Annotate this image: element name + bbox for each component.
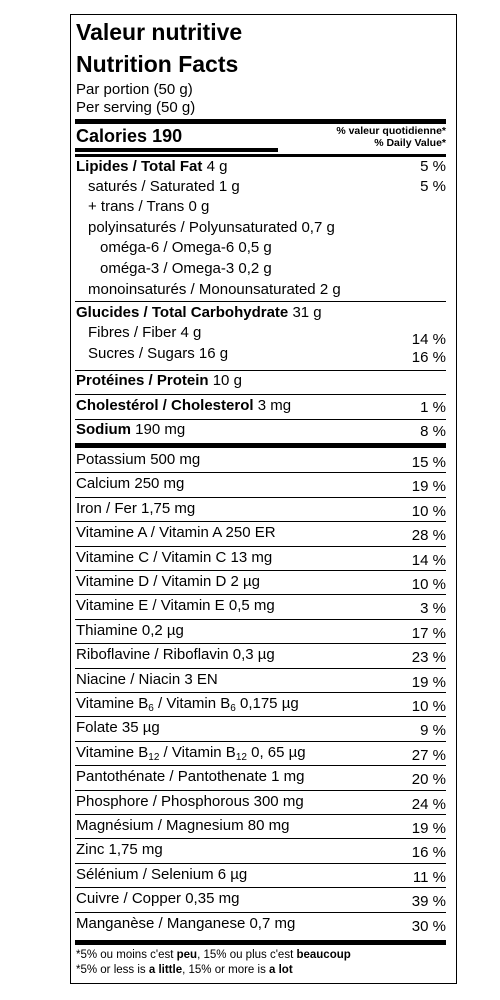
nutrient-name: Riboflavine / Riboflavin 0,3 µg	[76, 646, 275, 664]
nutrient-amount: 3 EN	[184, 670, 218, 688]
nutrient-amount: 500 mg	[150, 451, 201, 468]
nutrient-name: Manganèse / Manganese 0,7 mg	[76, 914, 296, 932]
thick-divider	[75, 119, 446, 124]
nutrient-row-monounsaturated: monoinsaturés / Monounsaturated 2 g	[88, 281, 341, 298]
nutrient-row-vitamin-mineral	[75, 766, 446, 788]
nutrient-row-vitamin-mineral	[75, 913, 446, 935]
daily-value-header	[336, 125, 446, 149]
percent-daily-value: 39 %	[411, 893, 446, 911]
nutrient-name: Calcium 250 mg	[76, 475, 185, 493]
nutrient-amount: 2 µg	[230, 573, 261, 590]
nutrient-amount: 250 ER	[225, 524, 276, 542]
nutrient-amount: 0, 65 µg	[251, 743, 306, 761]
serving-size-french: Par portion (50 g)	[76, 81, 193, 98]
nutrient-row-vitamin-mineral	[75, 522, 446, 544]
percent-daily-value: 10 %	[411, 576, 446, 593]
nutrient-amount: 1,75 mg	[141, 499, 196, 517]
nutrient-row-sodium: Sodium 190 mg 8 %	[76, 421, 446, 440]
nutrient-row-carbohydrate: Glucides / Total Carbohydrate 31 g	[76, 304, 322, 321]
nutrient-row-vitamin-mineral	[75, 815, 446, 837]
nutrient-amount: 6 µg	[217, 865, 248, 883]
footnote-french: *5% ou moins c'est peu, 15% ou plus c'est beaucoup	[76, 949, 351, 961]
thick-divider	[75, 940, 446, 945]
nutrient-row-total-fat: Lipides / Total Fat 4 g 5 %	[76, 158, 446, 175]
nutrient-amount: 80 mg	[247, 817, 290, 834]
nutrient-row-vitamin-mineral	[75, 595, 446, 617]
nutrient-amount: 0,7 mg	[249, 914, 296, 932]
footnote-english: *5% or less is a little, 15% or more is a lot	[76, 964, 293, 976]
percent-daily-value: 20 %	[411, 771, 446, 789]
percent-daily-value: 16 %	[411, 844, 446, 862]
nutrient-name: Sélénium / Selenium 6 µg	[76, 865, 248, 883]
nutrient-amount: 13 mg	[230, 548, 273, 566]
nutrient-row-vitamin-mineral	[75, 717, 446, 739]
nutrient-name: Vitamine A / Vitamin A 250 ER	[76, 524, 276, 542]
nutrient-row-trans: + trans / Trans 0 g	[88, 198, 210, 215]
nutrient-row-saturated: saturés / Saturated 1 g 5 %	[88, 178, 446, 195]
nutrient-name: Vitamine E / Vitamin E 0,5 mg	[76, 597, 275, 615]
nutrient-amount: 35 µg	[121, 719, 160, 737]
calories-label: Calories	[76, 126, 148, 146]
nutrient-name: Potassium 500 mg	[76, 451, 201, 468]
percent-daily-value: 10 %	[411, 698, 446, 715]
nutrient-row-vitamin-mineral	[75, 620, 446, 642]
nutrient-row-vitamin-mineral	[75, 864, 446, 886]
percent-daily-value: 30 %	[411, 917, 446, 935]
nutrient-name: Magnésium / Magnesium 80 mg	[76, 817, 290, 834]
nutrient-name: Zinc 1,75 mg	[76, 841, 163, 859]
nutrient-row-cholesterol: Cholestérol / Cholesterol 3 mg 1 %	[76, 397, 446, 416]
nutrient-row-omega6: oméga-6 / Omega-6 0,5 g	[100, 239, 272, 256]
nutrient-row-vitamin-mineral	[75, 742, 446, 764]
percent-daily-value: 15 %	[411, 454, 446, 471]
percent-daily-value: 19 %	[411, 820, 446, 837]
nutrient-row-vitamin-mineral	[75, 888, 446, 910]
nutrient-name: Vitamine D / Vitamin D 2 µg	[76, 573, 261, 590]
nutrient-name: Thiamine 0,2 µg	[76, 621, 184, 639]
nutrient-row-vitamin-mineral	[75, 498, 446, 520]
nutrient-amount: 1,75 mg	[108, 841, 163, 859]
nutrient-amount: 0,3 µg	[232, 646, 275, 664]
nutrient-row-vitamin-mineral	[75, 669, 446, 691]
percent-daily-value: 24 %	[411, 795, 446, 813]
title-french: Valeur nutritive	[76, 19, 243, 45]
nutrition-facts-label	[70, 14, 457, 984]
nutrient-amount: 1 mg	[271, 768, 305, 786]
nutrient-row-vitamin-mineral	[75, 547, 446, 569]
calories-line	[76, 126, 182, 147]
dv-header-english: % Daily Value*	[374, 137, 446, 149]
nutrient-amount: 0,2 µg	[141, 621, 184, 639]
nutrient-name: Iron / Fer 1,75 mg	[76, 499, 196, 517]
nutrient-name: Folate 35 µg	[76, 719, 160, 737]
nutrient-name: Vitamine $B_6$ / Vitamin $B_6$ 0,175 µg	[76, 695, 299, 714]
nutrient-amount: 0,175 µg	[239, 695, 299, 712]
serving-size-english: Per serving (50 g)	[76, 99, 196, 116]
percent-daily-value: 23 %	[411, 649, 446, 667]
nutrient-row-vitamin-mineral	[75, 473, 446, 495]
nutrient-name: Vitamine $B_{12}$ / Vitamin $B_{12}$ 0, 65 µg	[76, 743, 306, 763]
dv-header-french: % valeur quotidienne*	[336, 125, 446, 137]
nutrient-row-vitamin-mineral	[75, 839, 446, 861]
nutrient-row-vitamin-mineral	[75, 791, 446, 813]
percent-daily-value: 10 %	[411, 502, 446, 520]
percent-daily-value: 3 %	[420, 600, 446, 618]
nutrient-name: Vitamine C / Vitamin C 13 mg	[76, 548, 273, 566]
nutrient-row-vitamin-mineral	[75, 449, 446, 471]
nutrient-row-vitamin-mineral	[75, 571, 446, 593]
title-english: Nutrition Facts	[76, 51, 239, 77]
percent-daily-value: 28 %	[411, 527, 446, 545]
nutrient-row-vitamin-mineral	[75, 693, 446, 715]
nutrient-name: Niacine / Niacin 3 EN	[76, 670, 218, 688]
percent-daily-value: 27 %	[411, 746, 446, 764]
nutrient-row-omega3: oméga-3 / Omega-3 0,2 g	[100, 260, 272, 277]
nutrient-name: Phosphore / Phosphorous 300 mg	[76, 792, 304, 810]
percent-daily-value: 19 %	[411, 478, 446, 496]
nutrient-name: Pantothénate / Pantothenate 1 mg	[76, 768, 305, 786]
thick-divider	[75, 443, 446, 448]
calories-value: 190	[152, 126, 183, 146]
nutrient-row-fiber: Fibres / Fiber 4 g 14 %	[88, 324, 446, 348]
nutrient-row-protein: Protéines / Protein 10 g	[76, 372, 242, 389]
nutrient-amount: 250 mg	[134, 475, 185, 493]
nutrient-amount: 0,35 mg	[185, 890, 240, 908]
percent-daily-value: 14 %	[411, 551, 446, 569]
nutrient-amount: 0,5 mg	[228, 597, 275, 615]
nutrient-row-vitamin-mineral	[75, 644, 446, 666]
calories-underline	[75, 148, 278, 152]
nutrient-amount: 300 mg	[253, 792, 304, 810]
percent-daily-value: 19 %	[411, 673, 446, 691]
footnote	[76, 948, 351, 978]
percent-daily-value: 9 %	[420, 722, 446, 740]
percent-daily-value: 17 %	[411, 624, 446, 642]
nutrient-name: Cuivre / Copper 0,35 mg	[76, 890, 240, 908]
nutrient-row-sugars: Sucres / Sugars 16 g 16 %	[88, 345, 446, 366]
nutrient-row-polyunsaturated: polyinsaturés / Polyunsaturated 0,7 g	[88, 219, 335, 236]
percent-daily-value: 11 %	[412, 868, 446, 886]
